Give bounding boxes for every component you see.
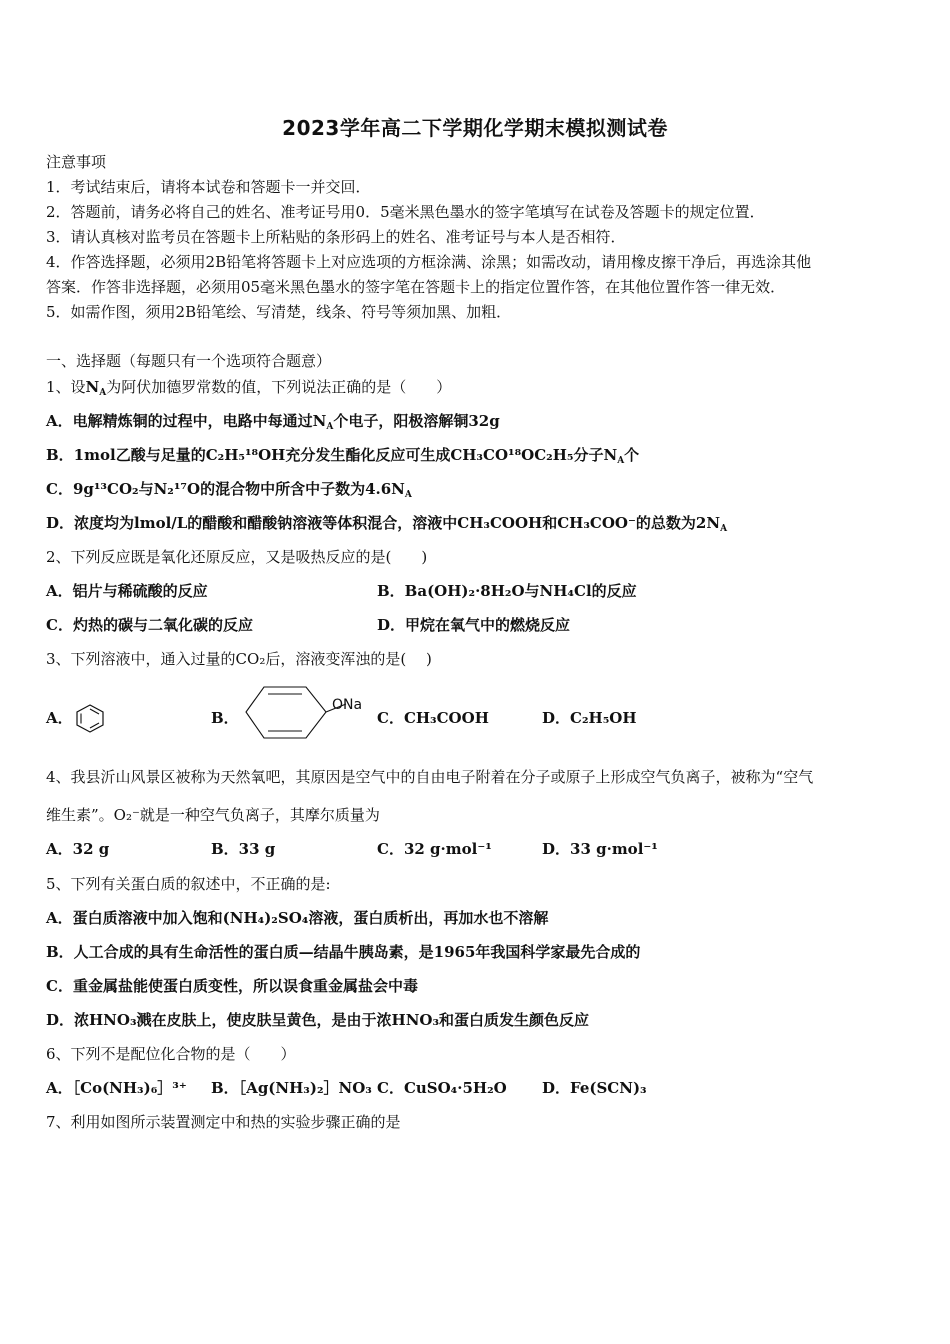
notice-item: 1．考试结束后，请将本试卷和答题卡一并交回． [46,178,371,196]
q1-option-d-sub: A [720,524,728,534]
q4-stem-line2: 维生素”。O₂⁻就是一种空气负离子，其摩尔质量为 [46,806,380,824]
notice-block [46,150,916,325]
q3-option-d: D．C₂H₅OH [542,709,637,727]
q4-option-c: C．32 g·mol⁻¹ [377,840,492,858]
q1-option-a-sub: A [326,422,334,432]
q5-option-a: A．蛋白质溶液中加入饱和(NH₄)₂SO₄溶液，蛋白质析出，再加水也不溶解 [46,909,549,927]
q6-option-a: A．［Co(NH₃)₆］³⁺ [46,1079,187,1097]
q1-stem-text: 为阿伏加德罗常数的值，下列说法正确的是（ ） [106,378,452,396]
q2-option-a: A．铝片与稀硫酸的反应 [46,582,208,600]
benzene-ring-icon [74,703,106,733]
q6-option-c: C．CuSO₄·5H₂O [377,1079,507,1097]
q1-option-b [46,444,639,466]
q1-option-c [46,478,412,500]
q3-option-b-group: ONa [332,697,363,713]
page-title: 2023学年高二下学期化学期末模拟测试卷 [282,116,668,140]
q5-option-b: B．人工合成的具有生命活性的蛋白质—结晶牛胰岛素，是1965年我国科学家最先合成的 [46,943,641,961]
notice-item: 3．请认真核对监考员在答题卡上所粘贴的条形码上的姓名、准考证号与本人是否相符． [46,228,626,246]
q1-option-d [46,512,727,534]
q5-option-d: D．浓HNO₃溅在皮肤上，使皮肤呈黄色，是由于浓HNO₃和蛋白质发生颜色反应 [46,1011,590,1029]
q1-stem-na: N [85,378,100,396]
q5-option-c: C．重金属盐能使蛋白质变性，所以误食重金属盐会中毒 [46,977,418,995]
notice-item: 4．作答选择题，必须用2B铅笔将答题卡上对应选项的方框涂满、涂黑；如需改动，请用橡皮擦干净后，再选涂其他 [46,253,812,271]
q2-option-b: B．Ba(OH)₂·8H₂O与NH₄Cl的反应 [377,582,637,600]
q1-stem-prefix: 1、设 [46,378,86,396]
q1-option-a [46,410,500,432]
q1-stem-sub: A [99,388,107,398]
q4-option-b: B．33 g [211,840,276,858]
q1-option-b-text: B．1mol乙酸与足量的C₂H₅¹⁸OH充分发生酯化反应可生成CH₃CO¹⁸OC₂H₅分子N [46,446,618,464]
q3-option-c: C．CH₃COOH [377,709,489,727]
section-heading: 一、选择题（每题只有一个选项符合题意） [46,352,332,370]
notice-item: 2．答题前，请务必将自己的姓名、准考证号用0．5毫米黑色墨水的签字笔填写在试卷及答题卡的规定位置． [46,203,765,221]
q3-stem: 3、下列溶液中，通入过量的CO₂后，溶液变浑浊的是( ) [46,650,432,668]
sodium-phenoxide-structure-icon [244,684,368,742]
q4-stem-line1: 4、我县沂山风景区被称为天然氧吧，其原因是空气中的自由电子附着在分子或原子上形成空气负离子，被称为“空气 [46,768,814,786]
q2-stem: 2、下列反应既是氧化还原反应，又是吸热反应的是( ) [46,548,428,566]
q4-option-d: D．33 g·mol⁻¹ [542,840,658,858]
q1-option-b-tail: 个 [624,446,640,464]
q1-option-a-text: A．电解精炼铜的过程中，电路中每通过N [46,412,327,430]
q2-option-d: D．甲烷在氧气中的燃烧反应 [377,616,571,634]
q1-stem [46,376,451,398]
q3-option-a: A． [46,709,73,727]
q4-option-a: A．32 g [46,840,110,858]
q2-option-c: C．灼热的碳与二氧化碳的反应 [46,616,253,634]
q3-option-b: B． [211,709,239,727]
q5-stem: 5、下列有关蛋白质的叙述中，不正确的是: [46,875,331,893]
notice-item: 答案．作答非选择题，必须用05毫米黑色墨水的签字笔在答题卡上的指定位置作答，在其他位置作答一律无效． [46,278,786,296]
q6-option-d: D．Fe(SCN)₃ [542,1079,647,1097]
q7-stem: 7、利用如图所示装置测定中和热的实验步骤正确的是 [46,1113,401,1131]
q6-stem: 6、下列不是配位化合物的是（ ） [46,1045,296,1063]
q1-option-c-sub: A [404,490,412,500]
notice-heading: 注意事项 [46,153,107,171]
q6-option-b: B．［Ag(NH₃)₂］NO₃ [211,1079,372,1097]
notice-item: 5．如需作图，须用2B铅笔绘、写清楚，线条、符号等须加黑、加粗． [46,303,512,321]
q1-option-d-text: D．浓度均为lmol/L的醋酸和醋酸钠溶液等体积混合，溶液中CH₃COOH和CH₃COO⁻的总数为2N [46,514,721,532]
q1-option-c-text: C．9g¹³CO₂与N₂¹⁷O的混合物中所含中子数为4.6N [46,480,405,498]
q1-option-a-tail: 个电子，阳极溶解铜32g [333,412,500,430]
q1-option-b-sub: A [617,456,625,466]
